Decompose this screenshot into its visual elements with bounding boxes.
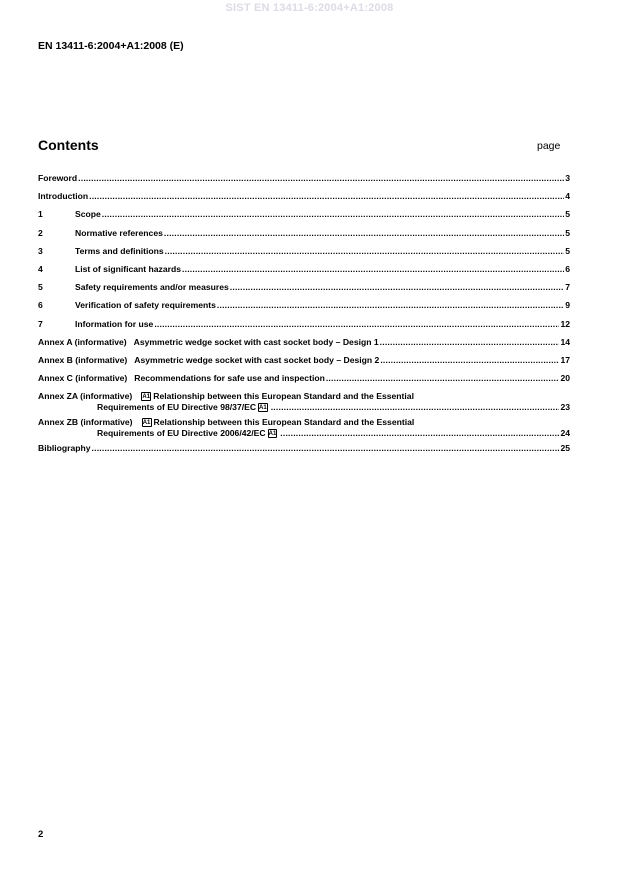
toc-entry-page: 5 [565, 227, 570, 238]
table-of-contents [38, 172, 570, 460]
toc-entry-page: 5 [565, 209, 570, 220]
toc-entry-label-continued: Requirements of EU Directive 2006/42/EC [97, 428, 266, 439]
dot-leader [78, 173, 564, 183]
dot-leader [154, 319, 559, 329]
toc-entry-label: Foreword [38, 173, 78, 183]
document-id-header: EN 13411-6:2004+A1:2008 (E) [38, 40, 184, 52]
toc-entry-introduction[interactable] [38, 190, 570, 208]
toc-entry-page: 6 [565, 263, 570, 274]
toc-entry-page: 3 [565, 173, 570, 183]
toc-entry-label: Asymmetric wedge socket with cast socket body – Design 1 [133, 336, 379, 347]
toc-entry-scope[interactable] [38, 208, 570, 226]
toc-entry-page: 5 [565, 245, 570, 256]
toc-annex-prefix: Annex ZB (informative) [38, 417, 133, 428]
toc-entry-terms-and-definitions[interactable] [38, 245, 570, 263]
toc-entry-label: Terms and definitions [75, 245, 164, 256]
toc-entry-page: 9 [565, 300, 570, 311]
dot-leader [380, 355, 559, 365]
dot-leader [217, 300, 564, 310]
toc-entry-normative-references[interactable] [38, 227, 570, 245]
toc-annex-prefix: Annex C (informative) [38, 373, 128, 384]
toc-entry-page: 14 [560, 336, 570, 347]
toc-entry-page: 17 [560, 354, 570, 365]
page-column-label: page [537, 140, 561, 152]
dot-leader [92, 443, 560, 453]
toc-entry-label: Information for use [75, 318, 154, 329]
toc-entry-annex-a[interactable] [38, 336, 570, 354]
dot-leader [280, 428, 559, 438]
dot-leader [164, 228, 564, 238]
toc-entry-safety-requirements[interactable] [38, 281, 570, 299]
toc-entry-annex-zb[interactable] [38, 416, 570, 442]
toc-entry-number: 2 [38, 227, 43, 238]
toc-entry-verification[interactable] [38, 299, 570, 317]
dot-leader [271, 402, 560, 412]
toc-annex-prefix: Annex A (informative) [38, 336, 127, 347]
dot-leader [165, 246, 565, 256]
toc-entry-label: Asymmetric wedge socket with cast socket body – Design 2 [134, 354, 380, 365]
toc-entry-page: 12 [560, 318, 570, 329]
amendment-end-marker-icon: A1 [268, 431, 277, 438]
toc-entry-page: 20 [560, 373, 570, 384]
dot-leader [230, 282, 564, 292]
toc-entry-label-continued: Requirements of EU Directive 98/37/EC [97, 402, 257, 413]
toc-entry-number: 5 [38, 282, 43, 293]
toc-entry-foreword[interactable] [38, 172, 570, 190]
toc-entry-annex-c[interactable] [38, 372, 570, 390]
toc-entry-label: List of significant hazards [75, 263, 182, 274]
toc-entry-significant-hazards[interactable] [38, 263, 570, 281]
amendment-start-marker-icon: A1 [142, 394, 151, 401]
toc-annex-prefix: Annex B (informative) [38, 354, 128, 365]
toc-entry-label: Verification of safety requirements [75, 300, 216, 311]
toc-entry-page: 25 [560, 443, 570, 454]
toc-entry-annex-za[interactable] [38, 390, 570, 416]
toc-entry-label: Safety requirements and/or measures [75, 282, 229, 293]
toc-entry-number: 3 [38, 245, 43, 256]
toc-entry-page: 24 [560, 428, 570, 439]
contents-title: Contents [38, 137, 99, 153]
toc-entry-label: Normative references [75, 227, 163, 238]
toc-entry-bibliography[interactable] [38, 442, 570, 460]
toc-entry-page: 7 [565, 282, 570, 293]
toc-entry-page: 23 [560, 402, 570, 413]
toc-entry-label: Scope [75, 209, 101, 220]
toc-entry-label: Relationship between this European Standard and the Essential [153, 417, 415, 428]
dot-leader [326, 373, 560, 383]
toc-entry-number: 4 [38, 263, 43, 274]
toc-entry-label: Bibliography [38, 443, 91, 454]
watermark: SIST EN 13411-6:2004+A1:2008 [225, 2, 394, 14]
toc-entry-number: 7 [38, 318, 43, 329]
toc-entry-label: Introduction [38, 191, 89, 202]
toc-entry-number: 6 [38, 300, 43, 311]
page-number: 2 [38, 829, 44, 840]
toc-annex-prefix: Annex ZA (informative) [38, 391, 133, 402]
dot-leader [89, 191, 564, 201]
amendment-start-marker-icon: A1 [142, 420, 151, 427]
amendment-end-marker-icon: A1 [259, 405, 267, 412]
toc-entry-label: Recommendations for safe use and inspection [134, 373, 325, 384]
toc-entry-annex-b[interactable] [38, 354, 570, 372]
toc-entry-page: 4 [565, 191, 570, 202]
toc-entry-number: 1 [38, 209, 43, 220]
dot-leader [182, 264, 564, 274]
toc-entry-label: Relationship between this European Standard and the Essential [153, 391, 414, 402]
dot-leader [380, 337, 560, 347]
dot-leader [102, 209, 564, 219]
toc-entry-information-for-use[interactable] [38, 318, 570, 336]
